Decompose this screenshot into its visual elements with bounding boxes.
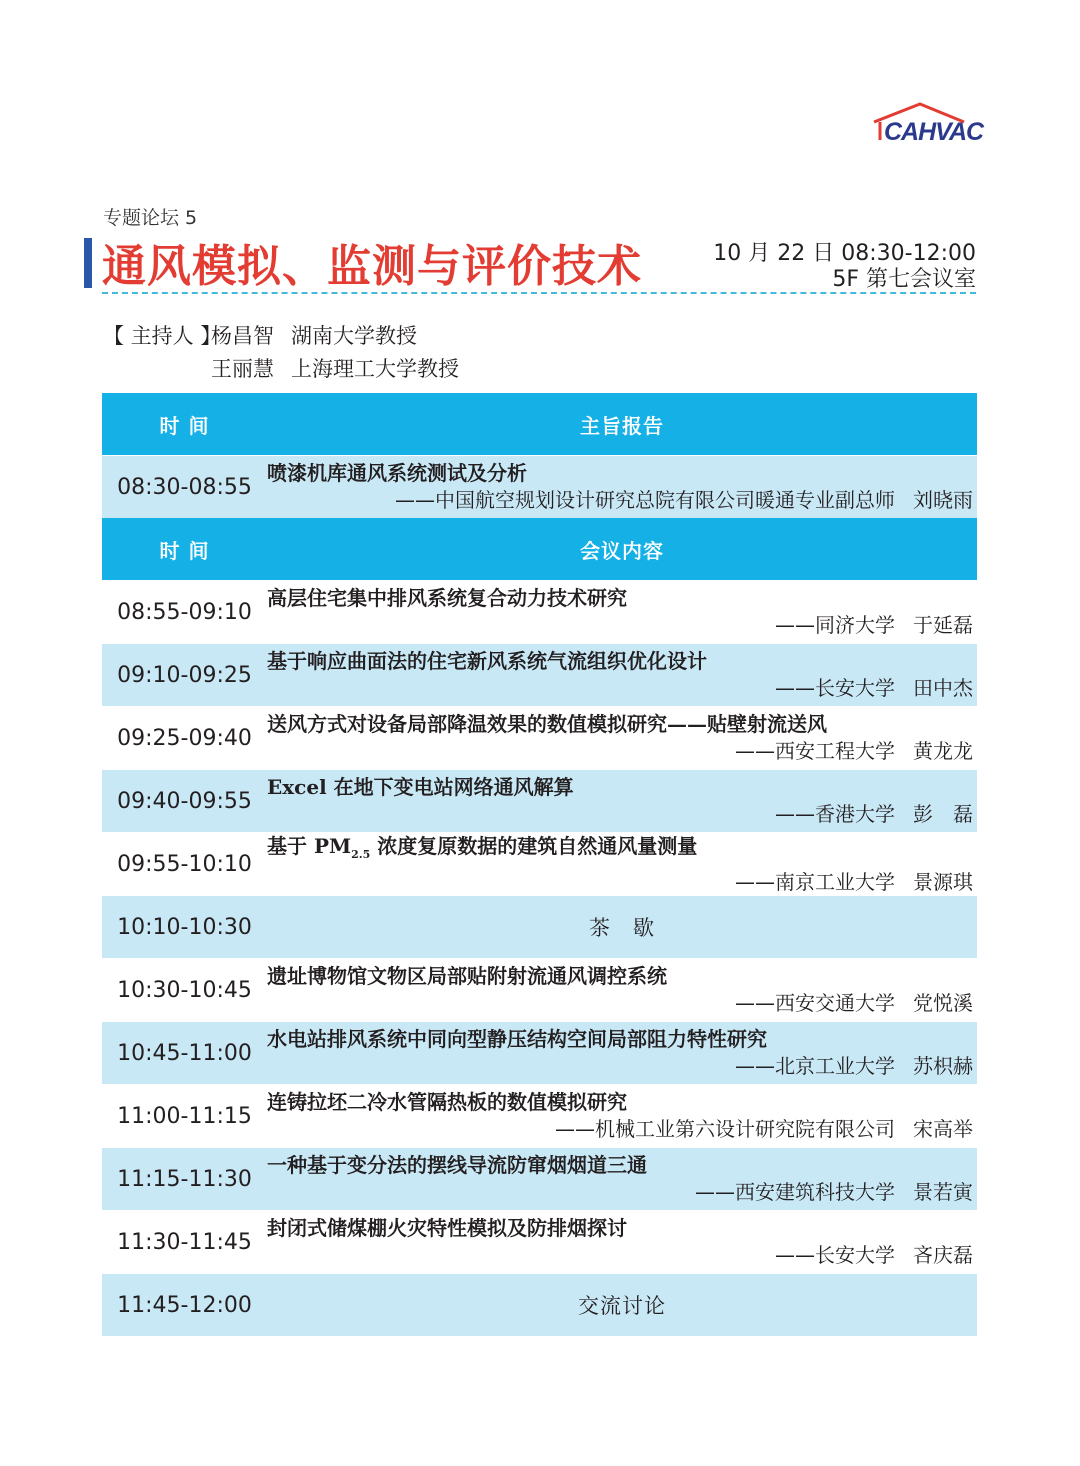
row-speaker: 彭 磊 xyxy=(913,802,973,826)
table-header-content xyxy=(102,518,977,581)
table-row xyxy=(102,707,977,770)
row-topic: 基于 $PM_{2.5}$ 浓度复原数据的建筑自然通风量测量 xyxy=(267,833,698,861)
table-row xyxy=(102,644,977,707)
row-time: 08:30-08:55 xyxy=(102,456,267,519)
host-title: 上海理工大学教授 xyxy=(291,357,459,381)
table-row xyxy=(102,1148,977,1211)
host-name: 杨昌智 xyxy=(211,324,274,348)
table-row xyxy=(102,770,977,833)
row-time: 10:10-10:30 xyxy=(102,896,267,959)
header-content: 会议内容 xyxy=(267,518,977,581)
discussion-row xyxy=(102,1274,977,1337)
table-header-keynote xyxy=(102,393,977,456)
break-label: 茶 歇 xyxy=(267,896,977,959)
page-title: 通风模拟、监测与评价技术 xyxy=(102,241,642,292)
row-speaker: 苏枳赫 xyxy=(913,1054,973,1078)
cahvac-logo xyxy=(872,100,982,148)
table-row xyxy=(102,581,977,644)
row-speaker: 景源琪 xyxy=(913,869,973,894)
host-title: 湖南大学教授 xyxy=(291,324,417,348)
row-topic: 封闭式储煤棚火灾特性模拟及防排烟探讨 xyxy=(267,1216,627,1240)
row-topic: 基于响应曲面法的住宅新风系统气流组织优化设计 xyxy=(267,649,707,673)
keynote-row xyxy=(102,456,977,519)
row-speaker: 刘晓雨 xyxy=(913,488,973,512)
row-speaker: 宋高举 xyxy=(913,1117,973,1141)
table-row xyxy=(102,959,977,1022)
row-speaker: 田中杰 xyxy=(913,676,973,700)
table-row xyxy=(102,1022,977,1085)
row-time: 09:55-10:10 xyxy=(102,833,267,896)
forum-number: 专题论坛 5 xyxy=(103,207,198,229)
row-topic: 连铸拉坯二冷水管隔热板的数值模拟研究 xyxy=(267,1090,627,1114)
row-org: ——机械工业第六设计研究院有限公司 xyxy=(555,1117,895,1141)
row-time: 09:10-09:25 xyxy=(102,644,267,707)
session-datetime: 10 月 22 日 08:30-12:00 xyxy=(713,241,976,266)
row-org: ——西安工程大学 xyxy=(735,739,895,763)
discussion-label: 交流讨论 xyxy=(267,1274,977,1337)
host-row xyxy=(103,353,459,386)
row-org: ——南京工业大学 xyxy=(735,869,895,894)
table-row xyxy=(102,1085,977,1148)
title-accent-bar xyxy=(84,238,92,288)
row-org: ——同济大学 xyxy=(775,613,895,637)
row-org: ——长安大学 xyxy=(775,1243,895,1267)
row-org: ——西安交通大学 xyxy=(735,991,895,1015)
row-topic: Excel 在地下变电站网络通风解算 xyxy=(267,775,574,799)
row-topic: 水电站排风系统中同向型静压结构空间局部阻力特性研究 xyxy=(267,1027,767,1051)
table-row xyxy=(102,833,977,896)
row-topic: 喷漆机库通风系统测试及分析 xyxy=(267,461,527,485)
row-time: 11:45-12:00 xyxy=(102,1274,267,1337)
logo-text: CAHVAC xyxy=(884,118,984,146)
row-speaker: 景若寅 xyxy=(913,1180,973,1204)
row-speaker: 吝庆磊 xyxy=(913,1243,973,1267)
host-row xyxy=(103,320,459,353)
row-topic: 高层住宅集中排风系统复合动力技术研究 xyxy=(267,586,627,610)
table-row xyxy=(102,1211,977,1274)
hosts-label: 【 主持人 】 xyxy=(103,324,222,348)
host-name: 王丽慧 xyxy=(211,357,274,381)
row-topic: 遗址博物馆文物区局部贴附射流通风调控系统 xyxy=(267,964,667,988)
row-speaker: 于延磊 xyxy=(913,613,973,637)
row-time: 11:00-11:15 xyxy=(102,1085,267,1148)
dashed-divider xyxy=(102,292,976,294)
row-time: 09:25-09:40 xyxy=(102,707,267,770)
row-org: ——北京工业大学 xyxy=(735,1054,895,1078)
row-time: 11:15-11:30 xyxy=(102,1148,267,1211)
header-time: 时 间 xyxy=(102,518,267,581)
header-keynote: 主旨报告 xyxy=(267,393,977,456)
row-time: 11:30-11:45 xyxy=(102,1211,267,1274)
row-topic: 一种基于变分法的摆线导流防窜烟烟道三通 xyxy=(267,1153,647,1177)
row-time: 08:55-09:10 xyxy=(102,581,267,644)
row-topic: 送风方式对设备局部降温效果的数值模拟研究——贴壁射流送风 xyxy=(267,712,827,736)
break-row xyxy=(102,896,977,959)
row-org: ——香港大学 xyxy=(775,802,895,826)
row-time: 09:40-09:55 xyxy=(102,770,267,833)
row-time: 10:30-10:45 xyxy=(102,959,267,1022)
row-org: ——中国航空规划设计研究总院有限公司暖通专业副总师 xyxy=(395,488,895,512)
row-org: ——长安大学 xyxy=(775,676,895,700)
schedule-table xyxy=(102,393,977,1336)
row-org: ——西安建筑科技大学 xyxy=(695,1180,895,1204)
session-room: 5F 第七会议室 xyxy=(832,267,976,292)
hosts-section xyxy=(103,320,459,386)
row-time: 10:45-11:00 xyxy=(102,1022,267,1085)
row-speaker: 党悦溪 xyxy=(913,991,973,1015)
row-speaker: 黄龙龙 xyxy=(913,739,973,763)
header-time: 时 间 xyxy=(102,393,267,456)
